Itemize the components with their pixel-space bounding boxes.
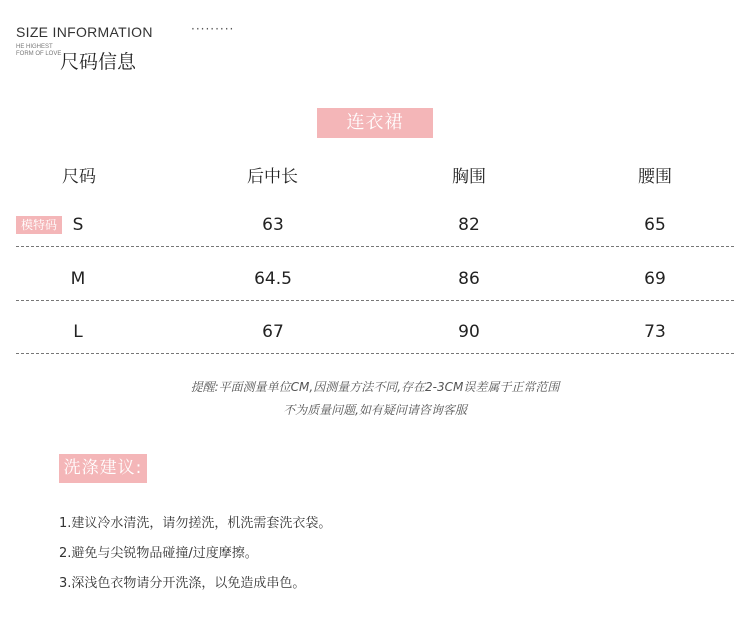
cell-waist-m: 69	[644, 269, 666, 289]
header-waist: 腰围	[638, 167, 672, 187]
row-divider	[16, 300, 734, 301]
header-dots: ·········	[191, 22, 235, 36]
header-subtitle-line1: HE HIGHEST	[16, 44, 53, 50]
cell-bust-m: 86	[458, 269, 480, 289]
header-size: 尺码	[62, 167, 96, 187]
washing-tip-1: 1.建议冷水清洗，请勿搓洗，机洗需套洗衣袋。	[59, 516, 332, 531]
washing-tip-3: 3.深浅色衣物请分开洗涤，以免造成串色。	[59, 576, 306, 591]
row-size-m: M	[70, 269, 86, 289]
washing-title: 洗涤建议:	[59, 454, 147, 483]
row-divider	[16, 353, 734, 354]
measurement-note-line1: 提醒:平面测量单位CM,因测量方法不同,存在2-3CM误差属于正常范围	[190, 380, 560, 394]
model-size-badge: 模特码	[16, 216, 62, 234]
header-subtitle-line2: FORM OF LOVE	[16, 51, 62, 57]
cell-back-length-m: 64.5	[254, 269, 292, 289]
category-banner: 连衣裙	[317, 108, 433, 138]
cell-back-length-l: 67	[262, 322, 284, 342]
row-size-s: S	[72, 215, 84, 235]
cell-waist-l: 73	[644, 322, 666, 342]
header-subtitle	[16, 44, 61, 58]
cell-back-length-s: 63	[262, 215, 284, 235]
header-title-en: SIZE INFORMATION	[16, 24, 153, 40]
header-back-length: 后中长	[247, 167, 298, 187]
cell-bust-s: 82	[458, 215, 480, 235]
header-bust: 胸围	[452, 167, 486, 187]
measurement-note-line2: 不为质量问题,如有疑问请咨询客服	[283, 403, 467, 417]
row-divider	[16, 246, 734, 247]
row-size-l: L	[73, 322, 83, 342]
cell-waist-s: 65	[644, 215, 666, 235]
header-title-cn: 尺码信息	[60, 51, 137, 73]
washing-tip-2: 2.避免与尖锐物品碰撞/过度摩擦。	[59, 546, 258, 561]
cell-bust-l: 90	[458, 322, 480, 342]
